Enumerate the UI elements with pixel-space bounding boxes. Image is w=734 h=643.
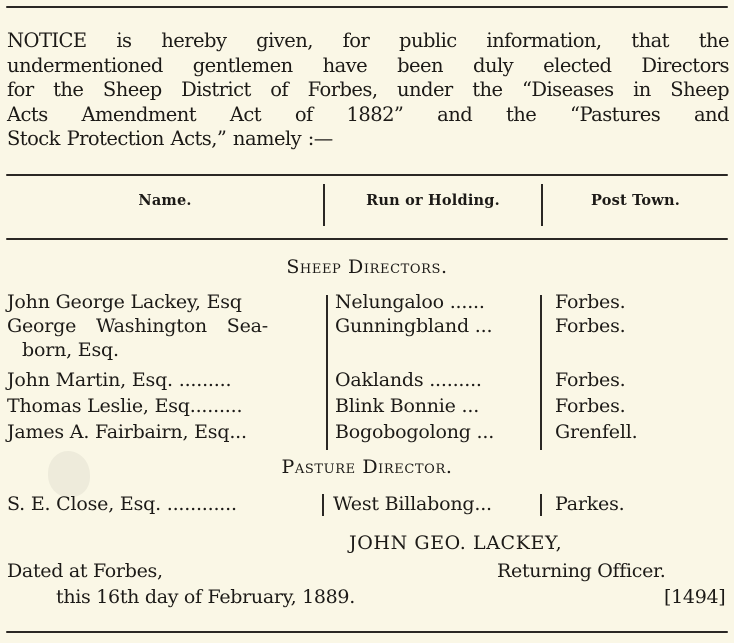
column-header-name: Name. bbox=[138, 192, 192, 209]
column-header-town: Post Town. bbox=[591, 192, 680, 209]
town-cell: Forbes. bbox=[555, 315, 626, 337]
notice-line: NOTICE is hereby given, for public information, that the bbox=[7, 29, 729, 52]
name-cell-continued: born, Esq. bbox=[22, 339, 119, 361]
town-cell: Parkes. bbox=[555, 493, 625, 515]
town-cell: Grenfell. bbox=[555, 421, 638, 443]
name-cell: S. E. Close, Esq. ............ bbox=[7, 493, 237, 515]
bottom-rule bbox=[6, 631, 728, 633]
run-cell: Blink Bonnie ... bbox=[335, 395, 480, 417]
column-separator bbox=[326, 295, 328, 450]
signatory-name: JOHN GEO. LACKEY, bbox=[349, 532, 563, 554]
header-bottom-rule bbox=[6, 238, 728, 240]
run-cell: Oaklands ......... bbox=[335, 369, 482, 391]
top-rule bbox=[6, 6, 728, 8]
dated-place: Dated at Forbes, bbox=[7, 560, 163, 582]
dated-date: this 16th day of February, 1889. bbox=[56, 586, 355, 608]
signatory-title: Returning Officer. bbox=[497, 560, 666, 582]
notice-line: undermentioned gentlemen have been duly elected Directors bbox=[7, 53, 729, 77]
name-cell: John Martin, Esq. ......... bbox=[7, 369, 232, 391]
column-separator bbox=[540, 295, 542, 450]
town-cell: Forbes. bbox=[555, 291, 626, 313]
town-cell: Forbes. bbox=[555, 369, 626, 391]
notice-line: Stock Protection Acts,” namely :— bbox=[7, 127, 333, 151]
notice-paragraph bbox=[7, 29, 729, 152]
run-cell: Bogobogolong ... bbox=[335, 421, 495, 443]
run-cell: Gunningbland ... bbox=[335, 315, 493, 337]
column-header-run: Run or Holding. bbox=[366, 192, 500, 209]
notice-line: Acts Amendment Act of 1882” and the “Pastures and bbox=[7, 102, 729, 126]
name-cell: James A. Fairbairn, Esq... bbox=[7, 421, 247, 443]
notice-line: for the Sheep District of Forbes, under the “Diseases in Sheep bbox=[7, 78, 729, 102]
column-separator bbox=[322, 494, 324, 516]
run-cell: Nelungaloo ...... bbox=[335, 291, 485, 313]
section-title-pasture-director: Pasture Director. bbox=[281, 456, 453, 478]
name-cell: John George Lackey, Esq bbox=[7, 291, 242, 313]
name-cell: Thomas Leslie, Esq......... bbox=[7, 395, 243, 417]
run-cell: West Billabong... bbox=[333, 493, 492, 515]
column-separator bbox=[540, 494, 542, 516]
reference-number: [1494] bbox=[664, 586, 726, 608]
table-top-rule bbox=[6, 174, 728, 176]
name-cell: George Washington Sea- bbox=[7, 315, 269, 337]
town-cell: Forbes. bbox=[555, 395, 626, 417]
section-title-sheep-directors: Sheep Directors. bbox=[286, 256, 448, 278]
